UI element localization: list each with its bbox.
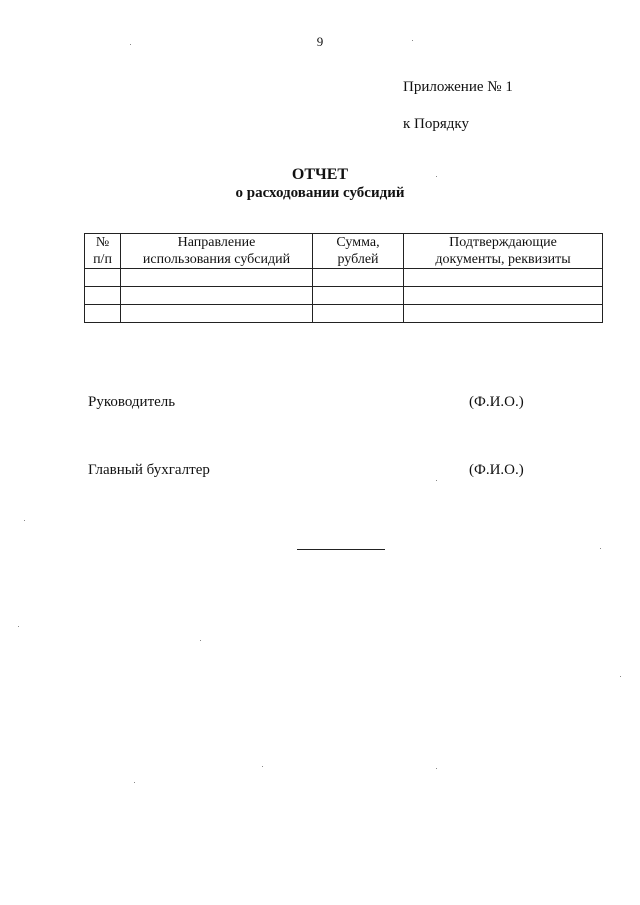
scan-speck (130, 44, 131, 45)
signature-role-head: Руководитель (88, 394, 176, 410)
scan-speck (436, 176, 437, 177)
end-divider (297, 549, 385, 550)
signature-role-accountant: Главный бухгалтер (88, 462, 210, 478)
scan-speck (200, 640, 201, 641)
scan-speck (24, 520, 25, 521)
table-cell (121, 287, 313, 305)
header-direction-line2: использования субсидий (142, 252, 291, 267)
table-cell (313, 269, 404, 287)
header-amount-line1: Сумма, (336, 235, 380, 250)
header-number (85, 234, 121, 269)
header-direction-line1: Направление (177, 235, 256, 250)
appendix-label: Приложение № 1 (403, 79, 513, 95)
scan-speck (134, 782, 135, 783)
header-amount (313, 234, 404, 269)
table-cell (404, 305, 603, 323)
scan-speck (412, 40, 413, 41)
table-cell (313, 305, 404, 323)
table-cell (85, 287, 121, 305)
header-number-line2: п/п (93, 252, 112, 267)
document-subtitle: о расходовании субсидий (235, 185, 405, 201)
header-documents (404, 234, 603, 269)
table-cell (85, 269, 121, 287)
header-documents-line1: Подтверждающие (449, 235, 557, 250)
header-number-line1: № (95, 235, 110, 250)
table-cell (404, 269, 603, 287)
scan-speck (436, 768, 437, 769)
scan-speck (436, 480, 437, 481)
page-number: 9 (316, 34, 324, 49)
header-documents-line2: документы, реквизиты (435, 252, 571, 267)
signature-name-head: (Ф.И.О.) (469, 394, 524, 410)
signature-name-accountant: (Ф.И.О.) (469, 462, 524, 478)
report-table (84, 233, 603, 323)
table-cell (121, 305, 313, 323)
appendix-reference: к Порядку (403, 116, 469, 132)
scan-speck (600, 548, 601, 549)
table-cell (404, 287, 603, 305)
header-direction (121, 234, 313, 269)
scan-speck (262, 766, 263, 767)
table-cell (85, 305, 121, 323)
header-amount-line2: рублей (337, 252, 379, 267)
scan-speck (620, 676, 621, 677)
table-row (85, 287, 603, 305)
document-title: ОТЧЕТ (291, 166, 349, 183)
table-row (85, 269, 603, 287)
table-row (85, 305, 603, 323)
scan-speck (18, 626, 19, 627)
table-cell (313, 287, 404, 305)
table-header-row (85, 234, 603, 269)
table-cell (121, 269, 313, 287)
